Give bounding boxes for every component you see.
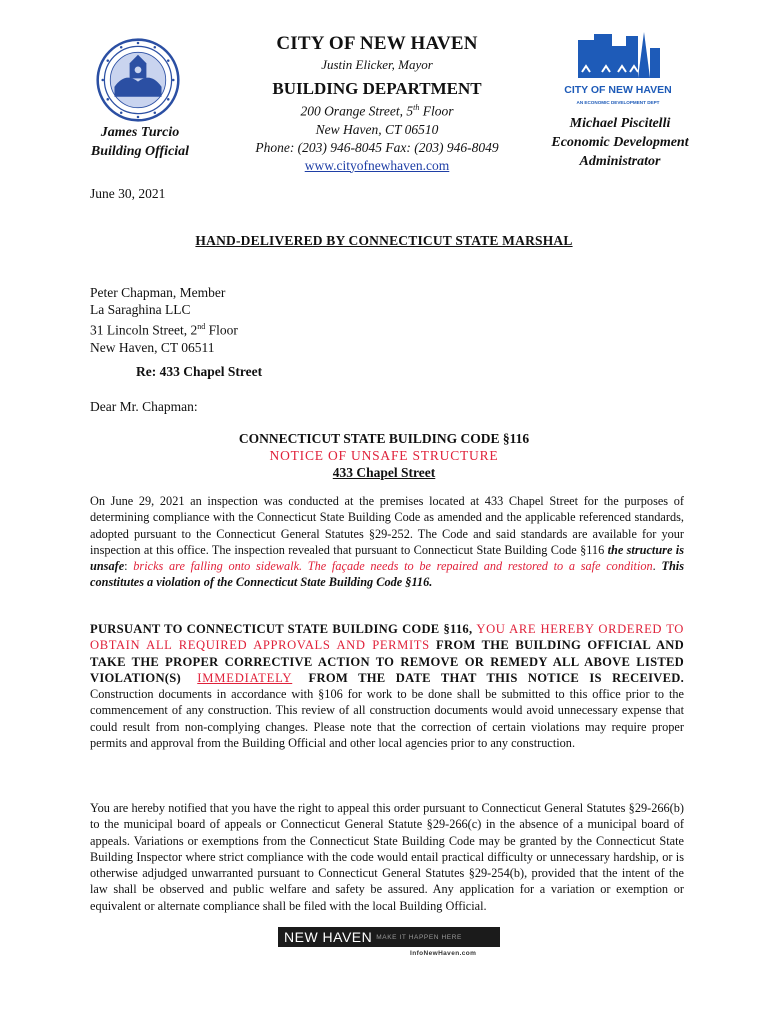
administrator-name: Michael Piscitelli — [569, 116, 671, 131]
city-seal-icon — [96, 38, 180, 122]
addressee-name: Peter Chapman, Member — [90, 285, 226, 300]
order-paragraph: PURSUANT TO CONNECTICUT STATE BUILDING CODE §116, YOU ARE HEREBY ORDERED TO OBTAIN ALL REQUIRED APPROVALS AND PERMITS FROM THE BUILDING OFFICIAL AND TAKE THE PROPER CORRECTIVE ACTION TO REMOVE OR REMEDY ALL ABOVE LISTED VIOLATION(S) IMMEDIATELY FROM THE DATE THAT THIS NOTICE IS RECEIVED. Construction documents in accordance with §106 for work to be done shall be submitted to this office prior to the commencement of any construction. This review of all construction documents would avoid unnecessary expense that could result from non-complying changes. Please note that the correction of certain violations may require proper permits and approval from the Building Official and other local agencies prior to any construction. — [90, 622, 684, 751]
addressee-company: La Saraghina LLC — [90, 302, 191, 317]
banner-url[interactable]: InfoNewHaven.com — [410, 950, 477, 957]
letterhead-center — [222, 32, 532, 175]
administrator-title-2: Administrator — [579, 154, 661, 169]
department-name: BUILDING DEPARTMENT — [272, 79, 482, 98]
code-section-title: CONNECTICUT STATE BUILDING CODE §116 — [238, 431, 530, 446]
building-official-name: James Turcio — [100, 125, 180, 140]
notice-title: NOTICE OF UNSAFE STRUCTURE — [269, 448, 499, 463]
addressee-street: 31 Lincoln Street, 2nd Floor — [90, 322, 238, 338]
addressee-city: New Haven, CT 06511 — [90, 339, 215, 355]
delivery-note: HAND-DELIVERED BY CONNECTICUT STATE MARSHAL — [195, 233, 573, 248]
new-haven-banner — [278, 927, 500, 947]
logo-wordmark: CITY OF NEW HAVEN — [564, 84, 672, 96]
mayor-line: Justin Elicker, Mayor — [321, 57, 433, 72]
banner-tagline: MAKE IT HAPPEN HERE — [376, 933, 462, 941]
logo-subline: AN ECONOMIC DEVELOPMENT DEPT — [576, 100, 660, 105]
banner-wordmark: NEW HAVEN — [284, 929, 373, 945]
address-line-2: New Haven, CT 06510 — [315, 121, 439, 137]
salutation: Dear Mr. Chapman: — [90, 399, 198, 414]
inspection-paragraph: On June 29, 2021 an inspection was conducted at the premises located at 433 Chapel Street for the purposes of determining compliance with the Connecticut State Building Code as amended and the applicable referenced standards, adopted pursuant to the Connecticut General Statutes §29-252. The Code and said standards are available for your inspection at this office. The inspection revealed that pursuant to Connecticut State Building Code §116 the structure is unsafe: bricks are falling onto sidewalk. The façade needs to be repaired and restored to a safe condition. This constitutes a violation of the Connecticut State Building Code §116. — [90, 494, 684, 590]
address-line-1: 200 Orange Street, 5th Floor — [300, 103, 454, 119]
notice-heading — [0, 430, 768, 481]
addressee-block — [90, 284, 238, 356]
notice-property: 433 Chapel Street — [332, 465, 436, 480]
building-official-block — [80, 123, 200, 161]
re-line: Re: 433 Chapel Street — [136, 364, 263, 379]
letter-date: June 30, 2021 — [90, 186, 166, 201]
economic-development-logo-icon — [564, 32, 672, 112]
phone-fax-line: Phone: (203) 946-8045 Fax: (203) 946-8049 — [255, 139, 499, 155]
city-name: CITY OF NEW HAVEN — [276, 33, 478, 54]
appeal-paragraph: You are hereby notified that you have the right to appeal this order pursuant to Connecticut General Statutes §29-266(b) to the municipal board of appeals or Connecticut General Statute §29-266(c) in the absence of a municipal board of appeals. Variations or exemptions from the Connecticut State Building Code may be granted by the Connecticut State Building Inspector where strict compliance with the code would entail practical difficulty or unnecessary hardship, or is otherwise adjudged unwarranted pursuant to Connecticut General Statutes §29-254(b), provided that the intent of the law shall be observed and public welfare and safety be assured. Any application for a variation or exemption or equivalent or alternate compliance shall be filed with the local Building Official. — [90, 801, 684, 913]
administrator-title-1: Economic Development — [551, 135, 689, 150]
economic-administrator-block — [536, 114, 704, 171]
website-link[interactable]: www.cityofnewhaven.com — [304, 157, 450, 173]
building-official-title: Building Official — [90, 144, 190, 159]
